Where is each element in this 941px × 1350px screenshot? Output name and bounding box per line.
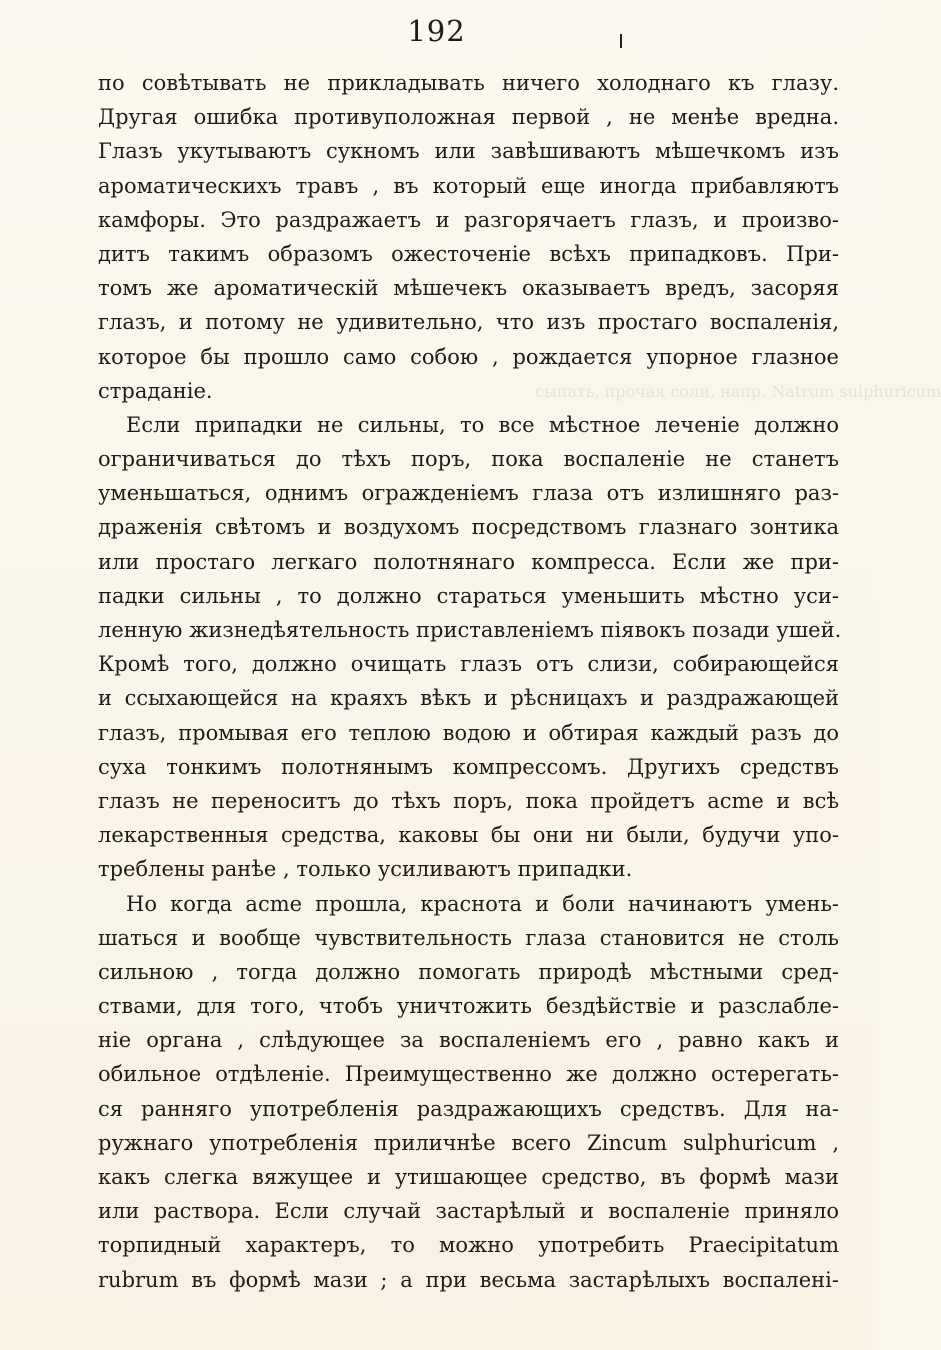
text-line-18: Кромѣ того, должно очищать глазъ отъ слизи, собирающейся [98,652,839,677]
text-line-14: драженія свѣтомъ и воздухомъ посредствомъ глазнаго зонтика [98,515,839,540]
text-line-33: какъ слегка вяжущее и утишающее средство, въ формѣ мази [98,1165,839,1189]
text-line-21: суха тонкимъ полотнянымъ компрессомъ. Другихъ средствъ [98,754,839,779]
page-number: 192 [407,14,466,48]
text-line-5: камфоры. Это раздражаетъ и разгорячаетъ глазъ, и произво- [98,207,839,232]
text-line-12: ограничиваться до тѣхъ поръ, пока воспаленіе не станетъ [98,447,839,472]
text-line-29: ніе органа , слѣдующее за воспаленіемъ его , равно какъ и [98,1028,839,1053]
text-line-34: или раствора. Если случай застарѣлый и воспаленіе приняло [98,1199,839,1224]
text-line-6: дитъ такимъ образомъ ожесточеніе всѣхъ припадковъ. При- [98,241,839,266]
text-line-24: треблены ранѣе , только усиливаютъ припадки. [98,857,633,882]
text-line-20: глазъ, промывая его теплою водою и обтирая каждый разъ до [98,720,839,745]
text-line-25: Но когда acme прошла, краснота и боли начинаютъ умень- [126,891,839,916]
body-text [98,66,842,1297]
text-line-11: Если припадки не сильны, то все мѣстное леченіе должно [126,412,839,437]
text-line-2: Другая ошибка противуположная первой , не менѣе вредна. [98,105,839,130]
text-line-23: лекарственныя средства, каковы бы они ни были, будучи упо- [98,823,839,848]
text-line-17: ленную жизнедѣятельность приставленіемъ піявокъ позади ушей. [98,618,842,642]
text-line-10: страданіе. [98,378,213,403]
text-line-8: глазъ, и потому не удивительно, что изъ простаго воспаленія, [98,310,839,335]
text-line-35: торпидный характеръ, то можно употребить Praecipitatum [98,1233,839,1258]
page-mark [620,34,622,48]
text-line-3: Глазъ укутываютъ сукномъ или завѣшиваютъ мѣшечкомъ изъ [98,139,839,164]
text-line-13: уменьшаться, однимъ огражденіемъ глаза отъ излишняго раз- [98,481,839,506]
text-line-26: шаться и вообще чувствительность глаза становится не столь [98,925,839,950]
text-line-36: rubrum въ формѣ мази ; а при весьма застарѣлыхъ воспалені- [98,1267,839,1292]
text-line-16: падки сильны , то должно стараться уменьшить мѣстно уси- [98,583,839,608]
text-line-7: томъ же ароматическій мѣшечекъ оказываетъ вредъ, засоряя [98,276,839,301]
text-line-4: ароматическихъ травъ , въ который еще иногда прибавляютъ [98,173,839,198]
text-line-9: которое бы прошло само собою , рождается упорное глазное [98,344,839,369]
bleed-through-text: сыпать, прочая соли, напр. Natrum sulphuricum [535,382,941,401]
text-line-22: глазъ не переноситъ до тѣхъ поръ, пока пройдетъ acme и всѣ [98,788,839,813]
text-line-27: сильною , тогда должно помогать природѣ мѣстными сред- [98,959,839,984]
text-line-30: обильное отдѣленіе. Преимущественно же должно остерегать- [98,1062,839,1087]
text-line-15: или простаго легкаго полотнянаго компресса. Если же при- [98,549,839,574]
text-line-19: и ссыхающейся на краяхъ вѣкъ и рѣсницахъ и раздражающей [98,686,839,711]
text-line-32: ружнаго употребленія приличнѣе всего Zincum sulphuricum , [98,1130,839,1155]
text-line-28: ствами, для того, чтобъ уничтожить бездѣйствіе и разслабле- [98,994,839,1019]
text-line-31: ся ранняго употребленія раздражающихъ средствъ. Для на- [98,1096,839,1121]
text-line-1: по совѣтывать не прикладывать ничего холоднаго къ глазу. [98,71,839,95]
